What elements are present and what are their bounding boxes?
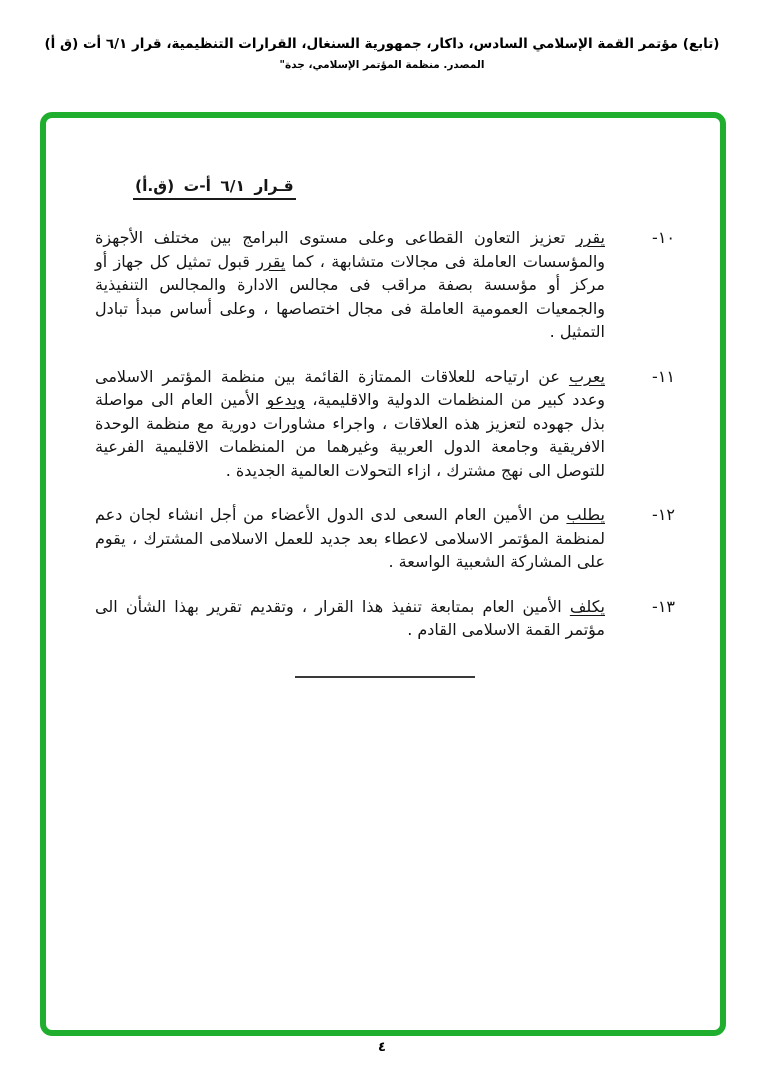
item-number: ١٣- — [652, 596, 675, 616]
resolution-item — [95, 595, 675, 642]
underlined-keyword: ويدعو — [266, 390, 306, 409]
resolution-title: قـرار ٦/١ أ-ت (ق.أ) — [133, 177, 296, 200]
item-text — [95, 226, 605, 344]
item-text — [95, 595, 605, 642]
resolution-title-row — [95, 176, 675, 200]
text-segment: الأمين العام بمتابعة تنفيذ هذا القرار ، وتقديم تقرير بهذا الشأن الى مؤتمر القمة الاسلامى القادم . — [95, 596, 605, 639]
header-source-line: المصدر. منظمة المؤتمر الإسلامي، جدة" — [279, 59, 485, 71]
page-header — [0, 36, 764, 71]
resolution-items — [95, 226, 675, 642]
underlined-keyword: يعرب — [568, 366, 605, 386]
resolution-item — [95, 226, 675, 344]
green-border-frame — [40, 112, 726, 1036]
page-number: ٤ — [378, 1040, 386, 1055]
item-number: ١١- — [652, 366, 675, 386]
resolution-item — [95, 503, 675, 574]
underlined-keyword: يقرر — [575, 228, 605, 247]
text-segment: من الأمين العام السعى لدى الدول الأعضاء من أجل انشاء لجان دعم لمنظمة المؤتمر الاسلامى لاعطاء بعد جديد للعمل الاسلامى المشترك ، يقوم على المشاركة الشعبية الواسعة . — [95, 505, 605, 571]
text-segment: قبول تمثيل كل جهاز أو مركز أو مؤسسة بصفة مراقب فى مجالس الادارة والمجالس التنفيذية والجمعيات العمومية العاملة فى مجال اختصاصها ، وعلى أساس مبدأ تبادل التمثيل . — [95, 251, 605, 341]
resolution-body — [46, 118, 720, 1030]
underlined-keyword: يقرر — [256, 251, 286, 271]
underlined-keyword: يكلف — [569, 596, 605, 616]
text-segment: عن ارتياحه للعلاقات الممتازة القائمة بين منظمة المؤتمر الاسلامى وعدد كبير من المنظمات الدولية والاقليمية، — [95, 366, 605, 409]
underlined-keyword: يطلب — [566, 505, 605, 524]
text-segment: الأمين العام الى مواصلة بذل جهوده لتعزيز هذه العلاقات ، واجراء مشاورات دورية مع منظمة الوحدة الافريقية وجامعة الدول العربية وغيرهما من المنظمات الاقليمية الفرعية للتوصل الى نهج مشترك ، ازاء التحولات العالمية الجديدة . — [95, 390, 605, 480]
text-segment: تعزيز التعاون القطاعى وعلى مستوى البرامج بين مختلف الأجهزة والمؤسسات العاملة فى مجالات متشابهة ، كما — [95, 228, 606, 271]
item-number: ١٢- — [652, 505, 675, 524]
end-separator-line — [295, 676, 475, 678]
resolution-item — [95, 365, 675, 483]
header-citation-line: (تابع) مؤتمر القمة الإسلامي السادس، داكار، جمهورية السنغال، القرارات التنظيمية، قرار ٦/١ أت (ق أ) — [44, 36, 720, 52]
item-number: ١٠- — [652, 228, 675, 247]
item-text — [95, 365, 605, 483]
item-text — [95, 503, 605, 574]
